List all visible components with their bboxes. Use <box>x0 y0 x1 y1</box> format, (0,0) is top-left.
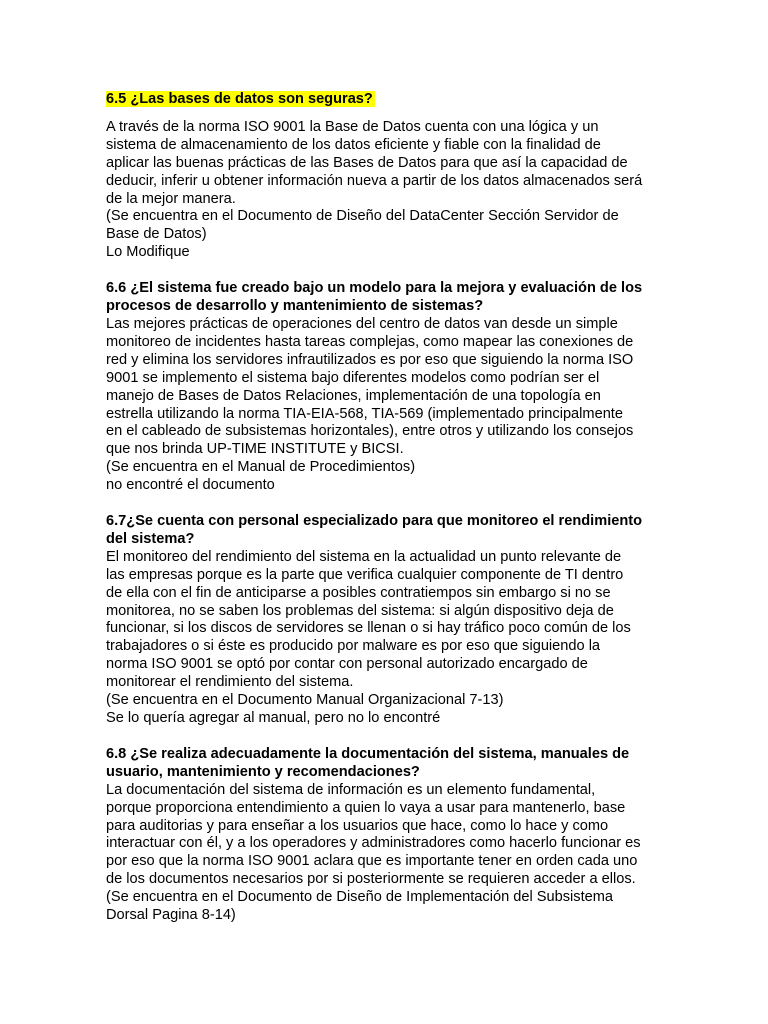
section-heading: 6.6 ¿El sistema fue creado bajo un modelo para la mejora y evaluación de los <box>106 280 643 297</box>
paragraph-line: que nos brinda UP-TIME INSTITUTE y BICSI. <box>106 441 404 458</box>
paragraph-line: porque proporciona entendimiento a quien lo vaya a usar para mantenerlo, base <box>106 799 626 816</box>
section-6-5 <box>106 91 666 262</box>
spacer <box>106 495 666 513</box>
section-6-6 <box>106 280 666 495</box>
paragraph-line: aplicar las buenas prácticas de las Bases de Datos para que así la capacidad de <box>106 154 628 171</box>
spacer <box>106 262 666 280</box>
paragraph-line: Las mejores prácticas de operaciones del centro de datos van desde un simple <box>106 315 618 332</box>
paragraph-line: interactuar con él, y a los operadores y administradores como hacerlo funcionar es <box>106 835 641 852</box>
section-heading: del sistema? <box>106 530 195 547</box>
paragraph-line: monitorear el rendimiento del sistema. <box>106 674 354 691</box>
section-6-8 <box>106 746 666 925</box>
paragraph-line: manejo de Bases de Datos Relaciones, implementación de una topología en <box>106 387 601 404</box>
reviewer-comment: no encontré el documento <box>106 477 275 494</box>
section-6-7 <box>106 513 666 728</box>
reference-note: (Se encuentra en el Documento de Diseño de Implementación del Subsistema <box>106 889 614 906</box>
paragraph-line: de la mejor manera. <box>106 190 236 207</box>
spacer <box>106 109 666 119</box>
reviewer-comment: Lo Modifique <box>106 244 190 261</box>
paragraph-line: A través de la norma ISO 9001 la Base de Datos cuenta con una lógica y un <box>106 118 599 135</box>
reference-note: (Se encuentra en el Manual de Procedimientos) <box>106 459 416 476</box>
paragraph-line: monitoreo de incidentes hasta tareas complejas, como mapear las conexiones de <box>106 333 634 350</box>
paragraph-line: estrella utilizando la norma TIA-EIA-568, TIA-569 (implementado principalmente <box>106 405 623 422</box>
highlighted-heading-text: 6.5 ¿Las bases de datos son seguras? <box>106 91 373 107</box>
paragraph-line: La documentación del sistema de información es un elemento fundamental, <box>106 781 596 798</box>
reference-note: (Se encuentra en el Documento de Diseño del DataCenter Sección Servidor de <box>106 208 619 225</box>
paragraph-line: norma ISO 9001 se optó por contar con personal autorizado encargado de <box>106 656 588 673</box>
paragraph-line: las empresas porque es la parte que verifica cualquier componente de TI dentro <box>106 566 624 583</box>
section-heading: 6.8 ¿Se realiza adecuadamente la documentación del sistema, manuales de <box>106 745 630 762</box>
document-content <box>106 91 666 925</box>
reference-note: (Se encuentra en el Documento Manual Organizacional 7-13) <box>106 692 504 709</box>
paragraph-line: para auditorias y para enseñar a los usuarios que hace, como lo hace y como <box>106 817 609 834</box>
paragraph-line: por eso que la norma ISO 9001 aclara que es importante tener en orden cada uno <box>106 853 638 870</box>
paragraph-line: de ella con el fin de anticiparse a posibles contratiempos sin embargo si no se <box>106 584 611 601</box>
paragraph-line: 9001 se implemento el sistema bajo diferentes modelos como podrían ser el <box>106 369 600 386</box>
section-heading <box>106 91 666 109</box>
paragraph-line: trabajadores o si éste es producido por malware es por eso que siguiendo la <box>106 638 601 655</box>
paragraph-line: de los documentos necesarios por si posteriormente se requieren acceder a ellos. <box>106 871 636 888</box>
paragraph-line: funcionar, si los discos de servidores se llenan o si hay tráfico poco común de los <box>106 620 631 637</box>
paragraph-line: monitorea, no se saben los problemas del sistema: si algún dispositivo deja de <box>106 602 614 619</box>
reviewer-comment: Se lo quería agregar al manual, pero no lo encontré <box>106 710 441 726</box>
paragraph-line: en el cableado de subsistemas horizontales), entre otros y utilizando los consejos <box>106 423 634 440</box>
spacer <box>106 728 666 746</box>
paragraph-line: deducir, inferir u obtener información nueva a partir de los datos almacenados será <box>106 172 643 189</box>
reference-note: Dorsal Pagina 8-14) <box>106 907 236 924</box>
section-heading: procesos de desarrollo y mantenimiento de sistemas? <box>106 298 484 315</box>
paragraph-line: red y elimina los servidores infrautilizados es por eso que siguiendo la norma ISO <box>106 351 634 368</box>
paragraph-line: El monitoreo del rendimiento del sistema en la actualidad un punto relevante de <box>106 548 622 565</box>
reference-note: Base de Datos) <box>106 226 207 243</box>
section-heading: 6.7¿Se cuenta con personal especializado para que monitoreo el rendimiento <box>106 513 643 530</box>
section-heading: usuario, mantenimiento y recomendaciones? <box>106 763 420 780</box>
paragraph-line: sistema de almacenamiento de los datos eficiente y fiable con la finalidad de <box>106 136 601 153</box>
